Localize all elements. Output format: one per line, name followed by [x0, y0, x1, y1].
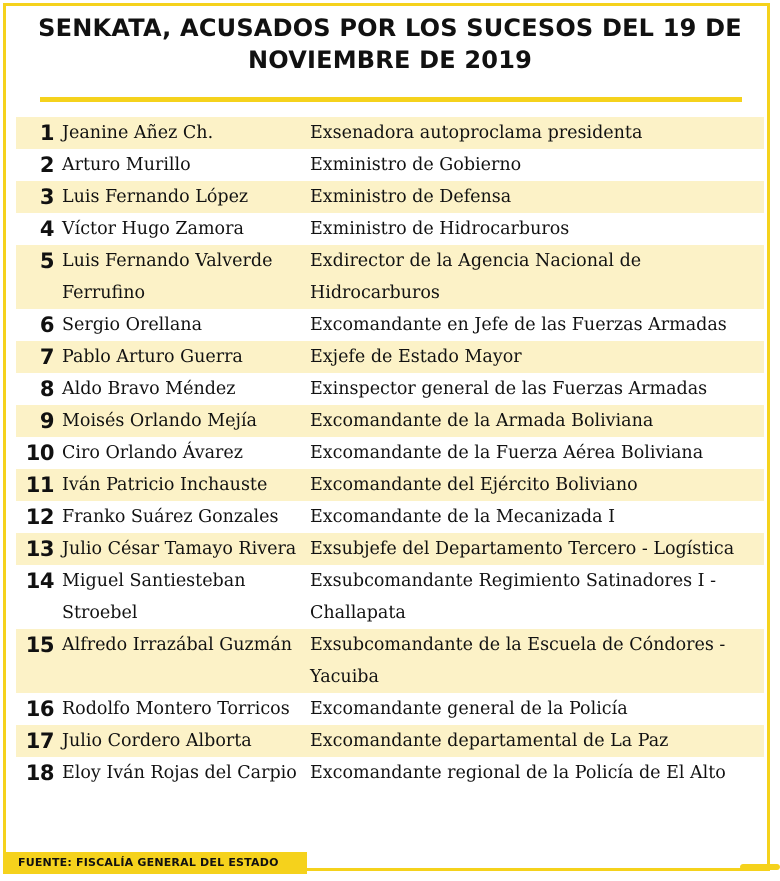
title-line-1: SENKATA, ACUSADOS POR LOS SUCESOS DEL 19 DE [38, 14, 742, 42]
accused-position: Exsubcomandante de la Escuela de Cóndores - Yacuiba [310, 635, 726, 687]
row-number: 18 [25, 761, 54, 785]
row-number: 17 [25, 729, 54, 753]
title-divider [40, 97, 742, 102]
table-row [16, 533, 764, 565]
accused-position: Excomandante del Ejército Boliviano [310, 475, 638, 495]
row-number: 6 [39, 313, 54, 337]
table-row [16, 693, 764, 725]
table-row [16, 405, 764, 437]
row-number: 5 [39, 249, 54, 273]
page-title [20, 12, 760, 76]
accused-name: Pablo Arturo Guerra [62, 347, 243, 367]
accused-position: Exministro de Gobierno [310, 155, 522, 175]
row-number: 14 [25, 569, 54, 593]
table-row [16, 117, 764, 149]
accused-name: Iván Patricio Inchauste [62, 475, 268, 495]
table-row [16, 309, 764, 341]
accused-position: Excomandante general de la Policía [310, 699, 628, 719]
accused-name: Luis Fernando Valverde Ferrufino [62, 251, 273, 303]
table-row [16, 725, 764, 757]
row-number: 8 [39, 377, 54, 401]
accused-position: Excomandante regional de la Policía de El Alto [310, 763, 726, 783]
accused-position: Exministro de Defensa [310, 187, 512, 207]
accused-position: Excomandante departamental de La Paz [310, 731, 669, 751]
accused-name: Víctor Hugo Zamora [62, 219, 244, 239]
row-number: 13 [25, 537, 54, 561]
table-row [16, 501, 764, 533]
accused-name: Alfredo Irrazábal Guzmán [62, 635, 293, 655]
row-number: 11 [25, 473, 54, 497]
row-number: 4 [39, 217, 54, 241]
accused-name: Moisés Orlando Mejía [62, 411, 257, 431]
row-number: 7 [39, 345, 54, 369]
table-row [16, 437, 764, 469]
accused-name: Eloy Iván Rojas del Carpio [62, 763, 297, 783]
accused-position: Excomandante de la Mecanizada I [310, 507, 615, 527]
table-row [16, 245, 764, 309]
table-row [16, 629, 764, 693]
row-number: 15 [25, 633, 54, 657]
accused-name: Franko Suárez Gonzales [62, 507, 279, 527]
title-line-2: NOVIEMBRE DE 2019 [247, 46, 533, 74]
accused-position: Exsubcomandante Regimiento Satinadores I - Challapata [310, 571, 717, 623]
row-number: 12 [25, 505, 54, 529]
table-row [16, 341, 764, 373]
accused-name: Ciro Orlando Ávarez [62, 443, 243, 463]
accused-name: Sergio Orellana [62, 315, 203, 335]
row-number: 2 [39, 153, 54, 177]
accused-name: Jeanine Añez Ch. [62, 123, 214, 143]
accused-position: Exinspector general de las Fuerzas Armadas [310, 379, 708, 399]
table-row [16, 149, 764, 181]
accused-name: Luis Fernando López [62, 187, 249, 207]
accused-position: Excomandante de la Fuerza Aérea Boliviana [310, 443, 704, 463]
row-number: 16 [25, 697, 54, 721]
accused-name: Julio Cordero Alborta [62, 731, 252, 751]
accused-position: Exsubjefe del Departamento Tercero - Logística [310, 539, 735, 559]
accused-position: Exministro de Hidrocarburos [310, 219, 570, 239]
accused-position: Excomandante en Jefe de las Fuerzas Armadas [310, 315, 727, 335]
table-row [16, 565, 764, 629]
accused-position: Excomandante de la Armada Boliviana [310, 411, 654, 431]
row-number: 10 [25, 441, 54, 465]
table-row [16, 469, 764, 501]
source-label: FUENTE: FISCALÍA GENERAL DEL ESTADO [18, 856, 279, 869]
row-number: 1 [39, 121, 54, 145]
accused-name: Julio César Tamayo Rivera [62, 539, 297, 559]
table-row [16, 213, 764, 245]
accused-name: Rodolfo Montero Torricos [62, 699, 290, 719]
table-row [16, 373, 764, 405]
accused-position: Exdirector de la Agencia Nacional de Hidrocarburos [310, 251, 642, 303]
table-row [16, 757, 764, 789]
table-row [16, 181, 764, 213]
accused-table [16, 117, 764, 789]
accused-position: Exsenadora autoproclama presidenta [310, 123, 643, 143]
accused-name: Miguel Santiesteban Stroebel [62, 571, 246, 623]
row-number: 3 [39, 185, 54, 209]
accused-name: Aldo Bravo Méndez [62, 379, 236, 399]
corner-accent [740, 864, 780, 870]
row-number: 9 [39, 409, 54, 433]
accused-position: Exjefe de Estado Mayor [310, 347, 522, 367]
accused-name: Arturo Murillo [62, 155, 191, 175]
